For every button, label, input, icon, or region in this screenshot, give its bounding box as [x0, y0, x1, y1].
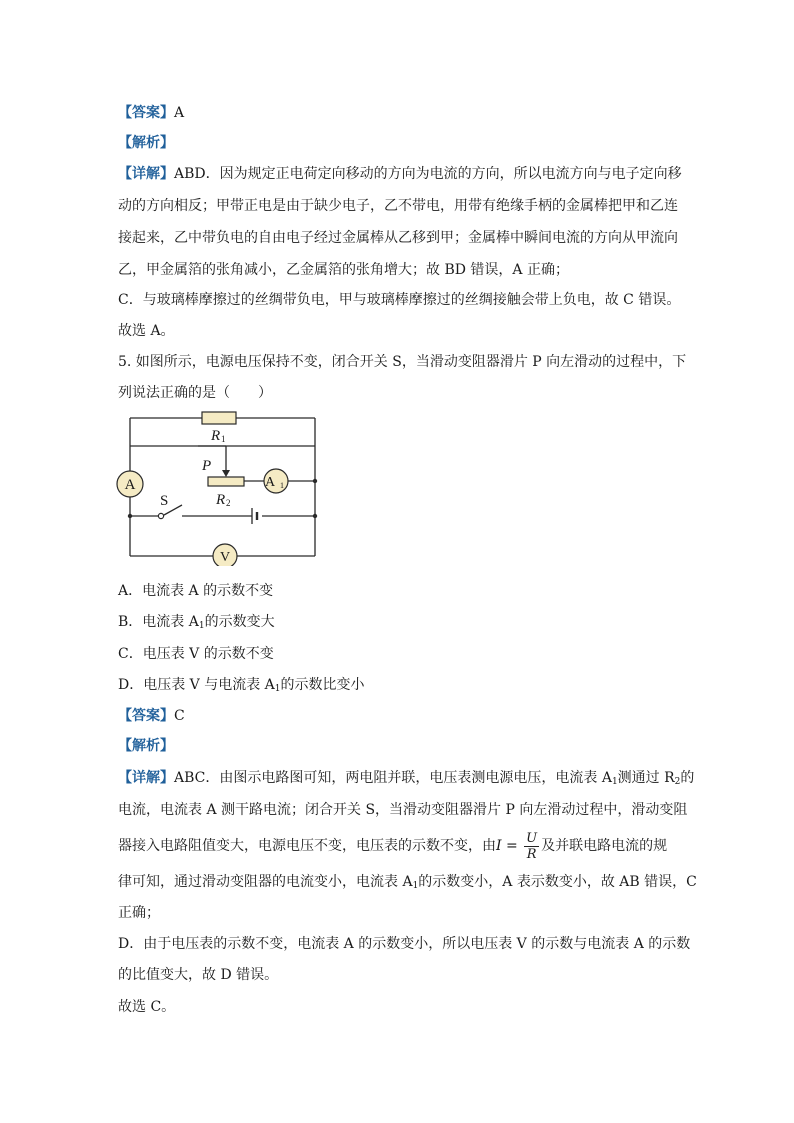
solution-line-3: 器接入电路阻值变大，电源电压不变，电压表的示数不变，由I = $\frac{U}{R}$ 及并联电路电流的规 [118, 830, 668, 862]
prev-analysis-line [118, 133, 174, 153]
solution-line-8: 故选 C。 [118, 999, 176, 1015]
option-a: A．电流表 A 的示数不变 [118, 583, 274, 599]
solution-line-5: 正确； [118, 905, 160, 921]
ammeter-a1-sub: 1 [280, 481, 284, 490]
prev-answer-line [118, 103, 184, 123]
r2-label: R [216, 492, 226, 508]
detail-tag: 【详解】 [118, 166, 174, 182]
option-b: B．电流表 $A_1$的示数变大 [118, 614, 275, 631]
prev-text-1: ABD．因为规定正电荷定向移动的方向为电流的方向，所以电流方向与电子定向移 [174, 166, 682, 182]
ammeter-a1-label: A [264, 475, 276, 490]
slider-arrow-icon [222, 470, 230, 477]
solution-line-1: 【详解】ABC．由图示电路图可知，两电阻并联，电压表测电源电压，电流表 $A_1$测通过 $R_2$的 [118, 770, 695, 787]
prev-detail-line-1 [118, 164, 682, 184]
solution-line-2: 电流，电流表 A 测干路电流；闭合开关 S，当滑动变阻器滑片 P 向左滑动过程中，滑动变阻 [118, 802, 688, 818]
circuit-diagram [112, 404, 332, 566]
prev-detail-line-3: 接起来，乙中带负电的自由电子经过金属棒从乙移到甲；金属棒中瞬间电流的方向从甲流向 [118, 230, 678, 246]
resistor-r1 [202, 412, 236, 424]
prev-detail-line-2: 动的方向相反；甲带正电是由于缺少电子，乙不带电，用带有绝缘手柄的金属棒把甲和乙连 [118, 198, 678, 214]
answer-value: A [174, 105, 185, 121]
prev-choice-line: 故选 A。 [118, 323, 175, 339]
ammeter-a-label: A [124, 477, 136, 493]
answer-value: C [174, 708, 185, 724]
switch-contact [158, 513, 163, 518]
detail-tag: 【详解】 [118, 770, 174, 786]
r1-sub: 1 [221, 434, 226, 444]
solution-line-4: 律可知，通过滑动变阻器的电流变小，电流表 $A_1$的示数变小，A 表示数变小，故 AB 错误，C [118, 874, 697, 891]
question-line-1: 5. 如图所示，电源电压保持不变，闭合开关 S，当滑动变阻器滑片 P 向左滑动的过程中，下 [118, 354, 687, 370]
solution-analysis-line [118, 736, 174, 756]
analysis-tag: 【解析】 [118, 738, 174, 754]
option-d: D．电压表 V 与电流表 $A_1$的示数比变小 [118, 677, 365, 694]
prev-detail-line-5: C．与玻璃棒摩擦过的丝绸带负电，甲与玻璃棒摩擦过的丝绸接触会带上负电，故 C 错误。 [118, 292, 681, 308]
solution-answer-line [118, 706, 185, 726]
prev-detail-line-4: 乙，甲金属箔的张角减小，乙金属箔的张角增大；故 BD 错误，A 正确； [118, 262, 569, 278]
r1-label: R [211, 428, 221, 444]
answer-tag: 【答案】 [118, 708, 174, 724]
r2-sub: 2 [226, 498, 231, 508]
solution-line-7: 的比值变大，故 D 错误。 [118, 967, 279, 983]
option-c: C．电压表 V 的示数不变 [118, 646, 274, 662]
answer-tag: 【答案】 [118, 105, 174, 121]
formula-i: I [496, 838, 502, 854]
analysis-tag: 【解析】 [118, 135, 174, 151]
solution-line-6: D．由于电压表的示数不变，电流表 A 的示数变小，所以电压表 V 的示数与电流表 A 的示数 [118, 936, 691, 952]
p-label: P [202, 458, 212, 474]
question-line-2: 列说法正确的是（ ） [118, 385, 272, 401]
switch-label: S [160, 493, 169, 509]
resistor-r2 [208, 477, 244, 486]
voltmeter-label: V [219, 550, 231, 565]
formula-fraction: $\frac{U}{R}$ [526, 830, 538, 862]
